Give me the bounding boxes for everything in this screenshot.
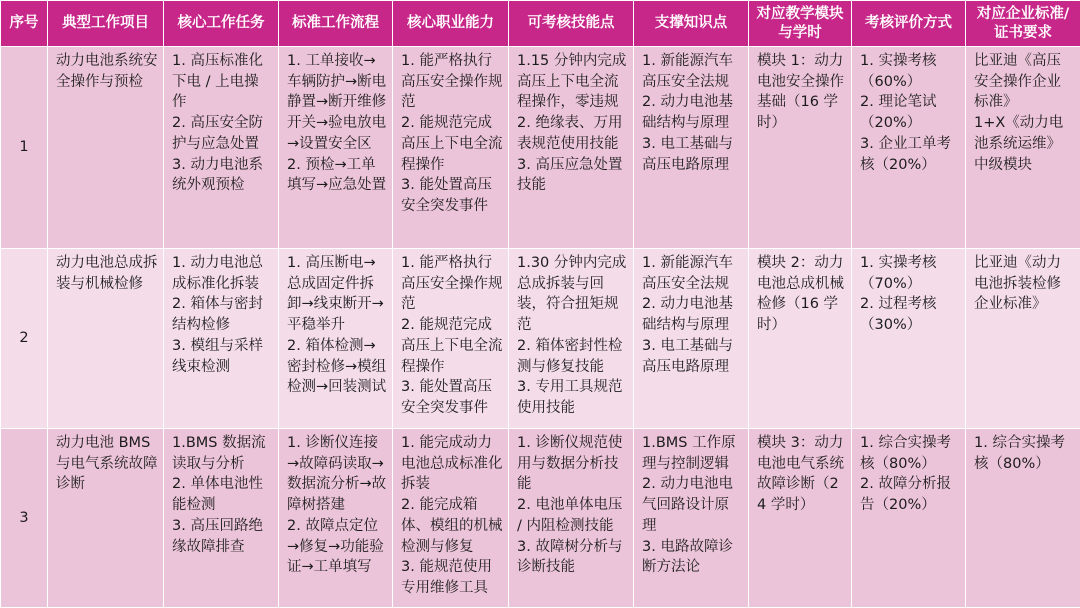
cell-line: 1.15 分钟内完成高压上下电全流程操作，零违规 <box>517 51 628 113</box>
cell-core-tasks <box>164 47 279 249</box>
cell-work-project <box>48 47 164 249</box>
cell-work-project <box>48 249 164 429</box>
cell-line: 1. 实操考核（70%） <box>860 253 960 294</box>
cell-line: 模块 1：动力电池安全操作基础（16 学时） <box>757 51 846 134</box>
cell-line: 2. 单体电池性能检测 <box>172 474 273 515</box>
cell-line: 2. 箱体密封性检测与修复技能 <box>517 336 628 377</box>
header-standard-workflow: 标准工作流程 <box>279 1 393 47</box>
cell-standard-workflow <box>279 429 393 608</box>
cell-line: 2. 动力电池基础结构与原理 <box>642 92 743 133</box>
cell-core-competence <box>393 249 509 429</box>
cell-standard-workflow <box>279 47 393 249</box>
cell-line: 动力电池总成拆装与机械检修 <box>56 253 158 294</box>
cell-assessable-skills <box>509 47 634 249</box>
row-number: 2 <box>1 249 48 429</box>
cell-line: 2. 故障分析报告（20%） <box>860 474 960 515</box>
cell-evaluation-method <box>852 249 966 429</box>
cell-line: 2. 高压安全防护与应急处置 <box>172 113 273 154</box>
cell-line: 2. 能完成箱体、模组的机械检测与修复 <box>401 495 503 557</box>
cell-line: 2. 动力电池基础结构与原理 <box>642 294 743 335</box>
cell-line: 3. 高压应急处置技能 <box>517 155 628 196</box>
header-enterprise-standard: 对应企业标准/证书要求 <box>966 1 1080 47</box>
cell-line: 1. 综合实操考核（80%） <box>974 433 1075 474</box>
cell-knowledge-points <box>634 249 749 429</box>
header-work-project: 典型工作项目 <box>48 1 164 47</box>
cell-line: 1+X《动力电池系统运维》中级模块 <box>974 113 1075 175</box>
cell-line: 2. 理论笔试（20%） <box>860 92 960 133</box>
cell-knowledge-points <box>634 429 749 608</box>
cell-line: 比亚迪《高压安全操作企业标准》 <box>974 51 1075 113</box>
cell-line: 2. 绝缘表、万用表规范使用技能 <box>517 113 628 154</box>
cell-line: 3. 能规范使用专用维修工具 <box>401 557 503 598</box>
cell-line: 动力电池系统安全操作与预检 <box>56 51 158 92</box>
cell-enterprise-standard <box>966 429 1080 608</box>
cell-line: 2. 预检→工单填写→应急处置 <box>287 155 387 196</box>
header-row <box>1 1 1080 47</box>
row-number: 1 <box>1 47 48 249</box>
cell-line: 1. 高压断电→总成固定件拆卸→线束断开→平稳举升 <box>287 253 387 336</box>
cell-teaching-module <box>749 429 852 608</box>
cell-line: 2. 箱体与密封结构检修 <box>172 294 273 335</box>
header-seq: 序号 <box>1 1 48 47</box>
cell-line: 1. 实操考核（60%） <box>860 51 960 92</box>
cell-line: 模块 2：动力电池总成机械检修（16 学时） <box>757 253 846 336</box>
header-teaching-module: 对应教学模块与学时 <box>749 1 852 47</box>
cell-line: 2. 能规范完成高压上下电全流程操作 <box>401 113 503 175</box>
cell-line: 3. 能处置高压安全突发事件 <box>401 377 503 418</box>
cell-enterprise-standard <box>966 47 1080 249</box>
cell-line: 1. 新能源汽车高压安全法规 <box>642 51 743 92</box>
header-evaluation-method: 考核评价方式 <box>852 1 966 47</box>
cell-line: 2. 动力电池电气回路设计原理 <box>642 474 743 536</box>
cell-line: 3. 能处置高压安全突发事件 <box>401 175 503 216</box>
cell-line: 1. 能严格执行高压安全操作规范 <box>401 51 503 113</box>
cell-line: 1. 诊断仪规范使用与数据分析技能 <box>517 433 628 495</box>
cell-line: 2. 能规范完成高压上下电全流程操作 <box>401 315 503 377</box>
cell-evaluation-method <box>852 47 966 249</box>
row-number: 3 <box>1 429 48 608</box>
cell-line: 3. 专用工具规范使用技能 <box>517 377 628 418</box>
cell-teaching-module <box>749 249 852 429</box>
cell-line: 1. 工单接收→车辆防护→断电静置→断开维修开关→验电放电→设置安全区 <box>287 51 387 155</box>
cell-line: 2. 过程考核（30%） <box>860 294 960 335</box>
cell-line: 3. 动力电池系统外观预检 <box>172 155 273 196</box>
cell-line: 2. 电池单体电压 / 内阻检测技能 <box>517 495 628 536</box>
cell-core-competence <box>393 47 509 249</box>
header-core-tasks: 核心工作任务 <box>164 1 279 47</box>
cell-line: 1. 能完成动力电池总成标准化拆装 <box>401 433 503 495</box>
cell-line: 3. 电工基础与高压电路原理 <box>642 134 743 175</box>
cell-core-tasks <box>164 429 279 608</box>
cell-line: 1.30 分钟内完成总成拆装与回装，符合扭矩规范 <box>517 253 628 336</box>
header-core-competence: 核心职业能力 <box>393 1 509 47</box>
cell-assessable-skills <box>509 429 634 608</box>
table-row <box>1 249 1080 429</box>
cell-knowledge-points <box>634 47 749 249</box>
cell-line: 3. 企业工单考核（20%） <box>860 134 960 175</box>
cell-work-project <box>48 429 164 608</box>
cell-line: 比亚迪《动力电池拆装检修企业标准》 <box>974 253 1075 315</box>
cell-line: 3. 高压回路绝缘故障排查 <box>172 516 273 557</box>
cell-line: 模块 3：动力电池电气系统故障诊断（24 学时） <box>757 433 846 516</box>
cell-evaluation-method <box>852 429 966 608</box>
table-row <box>1 47 1080 249</box>
cell-line: 3. 模组与采样线束检测 <box>172 336 273 377</box>
cell-assessable-skills <box>509 249 634 429</box>
cell-line: 1. 综合实操考核（80%） <box>860 433 960 474</box>
cell-teaching-module <box>749 47 852 249</box>
header-knowledge-points: 支撑知识点 <box>634 1 749 47</box>
cell-line: 3. 故障树分析与诊断技能 <box>517 537 628 578</box>
cell-line: 1. 动力电池总成标准化拆装 <box>172 253 273 294</box>
cell-core-competence <box>393 429 509 608</box>
cell-standard-workflow <box>279 249 393 429</box>
cell-enterprise-standard <box>966 249 1080 429</box>
cell-line: 1.BMS 工作原理与控制逻辑 <box>642 433 743 474</box>
cell-line: 1. 新能源汽车高压安全法规 <box>642 253 743 294</box>
cell-core-tasks <box>164 249 279 429</box>
cell-line: 1. 能严格执行高压安全操作规范 <box>401 253 503 315</box>
cell-line: 1. 诊断仪连接→故障码读取→数据流分析→故障树搭建 <box>287 433 387 516</box>
cell-line: 动力电池 BMS 与电气系统故障诊断 <box>56 433 158 495</box>
cell-line: 1. 高压标准化下电 / 上电操作 <box>172 51 273 113</box>
cell-line: 2. 故障点定位→修复→功能验证→工单填写 <box>287 516 387 578</box>
cell-line: 2. 箱体检测→密封检修→模组检测→回装测试 <box>287 336 387 398</box>
cell-line: 3. 电路故障诊断方法论 <box>642 537 743 578</box>
header-assessable-skills: 可考核技能点 <box>509 1 634 47</box>
cell-line: 3. 电工基础与高压电路原理 <box>642 336 743 377</box>
table-row <box>1 429 1080 608</box>
cell-line: 1.BMS 数据流读取与分析 <box>172 433 273 474</box>
